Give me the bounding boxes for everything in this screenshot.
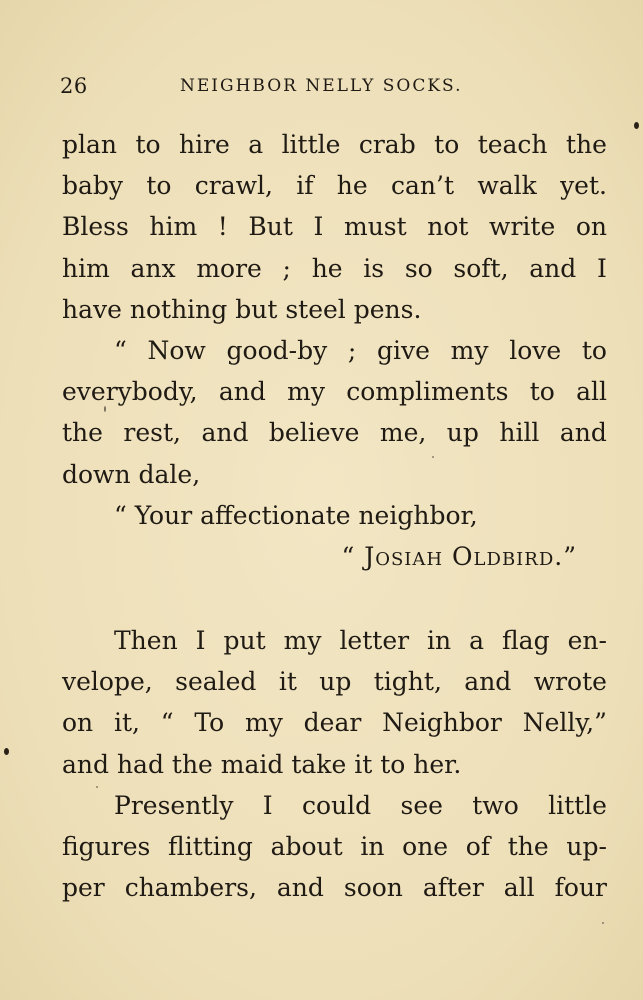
text-line xyxy=(62,620,607,661)
text-line: and had the maid take it to her. xyxy=(62,749,462,779)
word: it xyxy=(278,667,297,697)
word: teach xyxy=(477,130,548,159)
word: But xyxy=(248,212,293,242)
word: Nelly,” xyxy=(522,708,607,738)
word: all xyxy=(503,873,535,903)
text-line xyxy=(62,826,607,867)
word: and xyxy=(218,377,266,407)
word: me, xyxy=(379,418,427,448)
word: sealed xyxy=(175,667,257,697)
word: Then xyxy=(114,626,178,656)
word: walk xyxy=(477,171,537,201)
word: hire xyxy=(178,130,230,159)
word: to xyxy=(581,335,607,365)
section-gap xyxy=(62,577,607,620)
text-line xyxy=(62,867,607,908)
text-line xyxy=(62,124,607,165)
word: my xyxy=(450,335,489,365)
word: put xyxy=(223,626,266,656)
text-line xyxy=(62,206,607,247)
word: all xyxy=(576,377,607,407)
word: dear xyxy=(303,708,362,738)
word: the xyxy=(565,130,607,159)
word: my xyxy=(287,377,325,407)
text-line xyxy=(62,661,607,702)
word: little xyxy=(281,130,341,159)
paragraph xyxy=(62,330,607,495)
word: and xyxy=(201,418,249,448)
word: little xyxy=(548,790,607,820)
word: chambers, xyxy=(124,873,257,903)
word: in xyxy=(360,832,385,861)
word: up xyxy=(319,667,352,697)
word: to xyxy=(135,130,161,159)
word: crawl, xyxy=(194,171,273,201)
word: love xyxy=(509,335,562,365)
word: ; xyxy=(282,253,291,283)
word: my xyxy=(283,626,322,656)
word: Bless xyxy=(62,212,129,242)
ink-speck xyxy=(96,786,98,788)
word: on xyxy=(62,708,94,738)
word: flitting xyxy=(168,832,253,861)
word: anx xyxy=(130,253,176,283)
text-line xyxy=(62,248,607,289)
word: is xyxy=(363,253,385,283)
page-header xyxy=(60,74,605,102)
word: ; xyxy=(347,335,357,365)
word: soon xyxy=(343,873,403,903)
word: per xyxy=(62,873,105,903)
word: To xyxy=(194,708,225,738)
text-line: down dale, xyxy=(62,459,201,489)
word: “ xyxy=(160,708,174,738)
word: I xyxy=(596,253,607,283)
word: to xyxy=(434,130,460,159)
letter-closing xyxy=(62,495,607,577)
word: Presently xyxy=(114,790,234,820)
word: crab xyxy=(358,130,416,159)
text-line xyxy=(62,702,607,743)
page-body xyxy=(62,124,607,908)
word: him xyxy=(149,212,198,242)
word: my xyxy=(244,708,283,738)
word: could xyxy=(302,790,372,820)
word: him xyxy=(62,253,110,283)
word: en- xyxy=(567,626,607,656)
word: of xyxy=(465,832,491,861)
word: a xyxy=(248,130,264,159)
word: figures xyxy=(62,832,151,861)
ink-speck xyxy=(4,748,9,755)
word: yet. xyxy=(560,171,607,201)
word: to xyxy=(146,171,172,201)
word: good-by xyxy=(226,335,328,365)
word: “ xyxy=(114,335,127,365)
word: wrote xyxy=(533,667,607,697)
word: and xyxy=(559,418,607,448)
word: soft, xyxy=(453,253,509,283)
word: baby xyxy=(62,171,124,201)
word: compliments xyxy=(346,377,509,407)
word: hill xyxy=(499,418,540,448)
word: everybody, xyxy=(62,377,198,407)
word: I xyxy=(313,212,324,242)
paragraph xyxy=(62,620,607,785)
word: two xyxy=(472,790,519,820)
word: the xyxy=(62,418,103,448)
word: can’t xyxy=(391,171,455,201)
word: ! xyxy=(217,212,228,242)
text-line xyxy=(62,371,607,412)
word: Neighbor xyxy=(382,708,502,738)
word: Now xyxy=(147,335,206,365)
ink-speck xyxy=(432,456,434,458)
word: a xyxy=(469,626,485,656)
word: to xyxy=(529,377,555,407)
text-line: have nothing but steel pens. xyxy=(62,294,422,324)
word: it, xyxy=(113,708,140,738)
word: see xyxy=(400,790,443,820)
word: he xyxy=(336,171,368,201)
word: on xyxy=(575,212,607,242)
word: rest, xyxy=(123,418,181,448)
word: write xyxy=(489,212,556,242)
word: up xyxy=(446,418,479,448)
word: and xyxy=(276,873,324,903)
text-line xyxy=(62,330,607,371)
word: tight, xyxy=(373,667,442,697)
word: about xyxy=(270,832,343,861)
word: and xyxy=(529,253,577,283)
ink-speck xyxy=(602,922,604,924)
word: he xyxy=(311,253,343,283)
word: velope, xyxy=(62,667,153,697)
word: believe xyxy=(268,418,360,448)
text-line xyxy=(62,412,607,453)
page-number: 26 xyxy=(60,74,88,98)
letter-signoff: “ Your affectionate neighbor, xyxy=(114,500,478,530)
word: I xyxy=(195,626,206,656)
word: I xyxy=(262,790,273,820)
word: flag xyxy=(502,626,550,656)
word: the xyxy=(507,832,549,861)
text-line xyxy=(62,165,607,206)
word: after xyxy=(422,873,484,903)
word: letter xyxy=(339,626,410,656)
word: more xyxy=(196,253,262,283)
word: not xyxy=(427,212,469,242)
paragraph xyxy=(62,124,607,330)
word: plan xyxy=(62,130,118,159)
word: and xyxy=(464,667,512,697)
word: four xyxy=(554,873,607,903)
word: must xyxy=(344,212,407,242)
paragraph xyxy=(62,785,607,909)
word: up- xyxy=(566,832,607,861)
word: if xyxy=(296,171,314,201)
word: give xyxy=(377,335,430,365)
running-title: NEIGHBOR NELLY SOCKS. xyxy=(180,76,463,96)
word: in xyxy=(427,626,452,656)
text-line xyxy=(62,785,607,826)
ink-speck xyxy=(104,406,106,412)
word: one xyxy=(402,832,449,861)
letter-signature: “ Josiah Oldbird.” xyxy=(341,541,577,571)
ink-speck xyxy=(634,122,639,129)
word: so xyxy=(404,253,433,283)
